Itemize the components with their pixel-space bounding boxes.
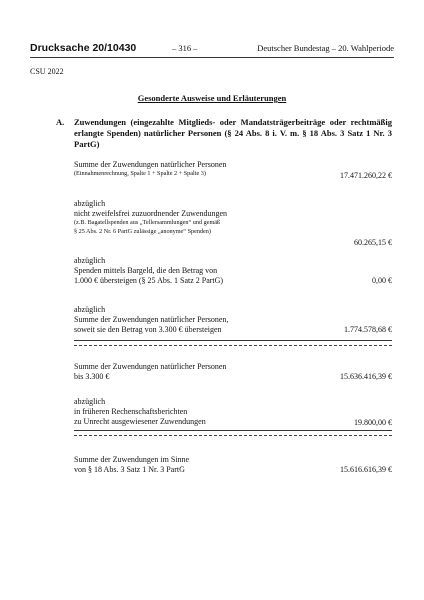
section-rule-dashed (74, 345, 392, 346)
row-line: in früheren Rechenschaftsberichten (74, 407, 188, 416)
row-line: bis 3.300 € (74, 372, 110, 381)
row-note: (Einnahmenrechnung, Spalte 1 + Spalte 2 + Spalte 3) (74, 170, 206, 177)
row-line: 1.000 € übersteigen (§ 25 Abs. 1 Satz 2 PartG) (74, 276, 224, 285)
row-label (74, 256, 324, 286)
row-label (74, 362, 324, 382)
section-rule (74, 430, 392, 431)
row-note: § 25 Abs. 2 Nr. 6 PartG zulässige „anonyme“ Spenden) (74, 227, 211, 235)
row-value: 17.471.260,22 € (340, 171, 392, 180)
row-line: soweit sie den Betrag von 3.300 € übersteigen (74, 325, 222, 334)
row-line: zu Unrecht ausgewiesener Zuwendungen (74, 417, 206, 426)
row-value: 15.636.416,39 € (340, 372, 392, 381)
row-value: 1.774.578,68 € (344, 325, 392, 334)
row-line: Summe der Zuwendungen natürlicher Personen (74, 362, 227, 371)
row-line: abzüglich (74, 397, 106, 406)
row-label (74, 397, 324, 427)
row-line: Summe der Zuwendungen natürlicher Personen, (74, 315, 229, 324)
row-value: 60.265,15 € (354, 238, 392, 247)
row-note: (z.B. Bagatellspenden aus „Tellersammlungen“ und gemäß (74, 219, 221, 226)
page-number: – 316 – (172, 43, 198, 53)
row-line: von § 18 Abs. 3 Satz 1 Nr. 3 PartG (74, 465, 185, 474)
row-label (74, 305, 324, 335)
section-heading: Zuwendungen (eingezahlte Mitglieds- oder Mandatsträgerbeiträge oder rechtmäßig erlangte Spenden) natürlicher Personen (§ 24 Abs. 8 i. V. m. § 18 Abs. 3 Satz 1 Nr. 3 PartG) (74, 117, 392, 149)
row-label (74, 160, 324, 179)
publisher: Deutscher Bundestag – 20. Wahlperiode (257, 43, 394, 53)
row-line: Spenden mittels Bargeld, die den Betrag von (74, 266, 218, 275)
row-line: abzüglich (74, 305, 106, 314)
row-line: abzüglich (74, 256, 106, 265)
row-label (74, 455, 324, 475)
page-title: Gesonderte Ausweise und Erläuterungen (137, 93, 287, 103)
header-rule (30, 57, 394, 58)
section-rule-dashed (74, 435, 392, 436)
row-label (74, 199, 324, 236)
document-number: Drucksache 20/10430 (30, 42, 137, 54)
row-line: Summe der Zuwendungen natürlicher Personen (74, 160, 227, 169)
section-letter: A. (56, 117, 65, 127)
row-line: Summe der Zuwendungen im Sinne (74, 455, 190, 464)
row-line: abzüglich (74, 199, 106, 208)
row-value: 19.800,00 € (354, 418, 392, 427)
section-rule (74, 340, 392, 341)
row-value: 15.616.616,39 € (340, 465, 392, 474)
party-year: CSU 2022 (30, 67, 64, 76)
row-line: nicht zweifelsfrei zuzuordnender Zuwendungen (74, 209, 228, 218)
row-value: 0,00 € (372, 276, 392, 285)
